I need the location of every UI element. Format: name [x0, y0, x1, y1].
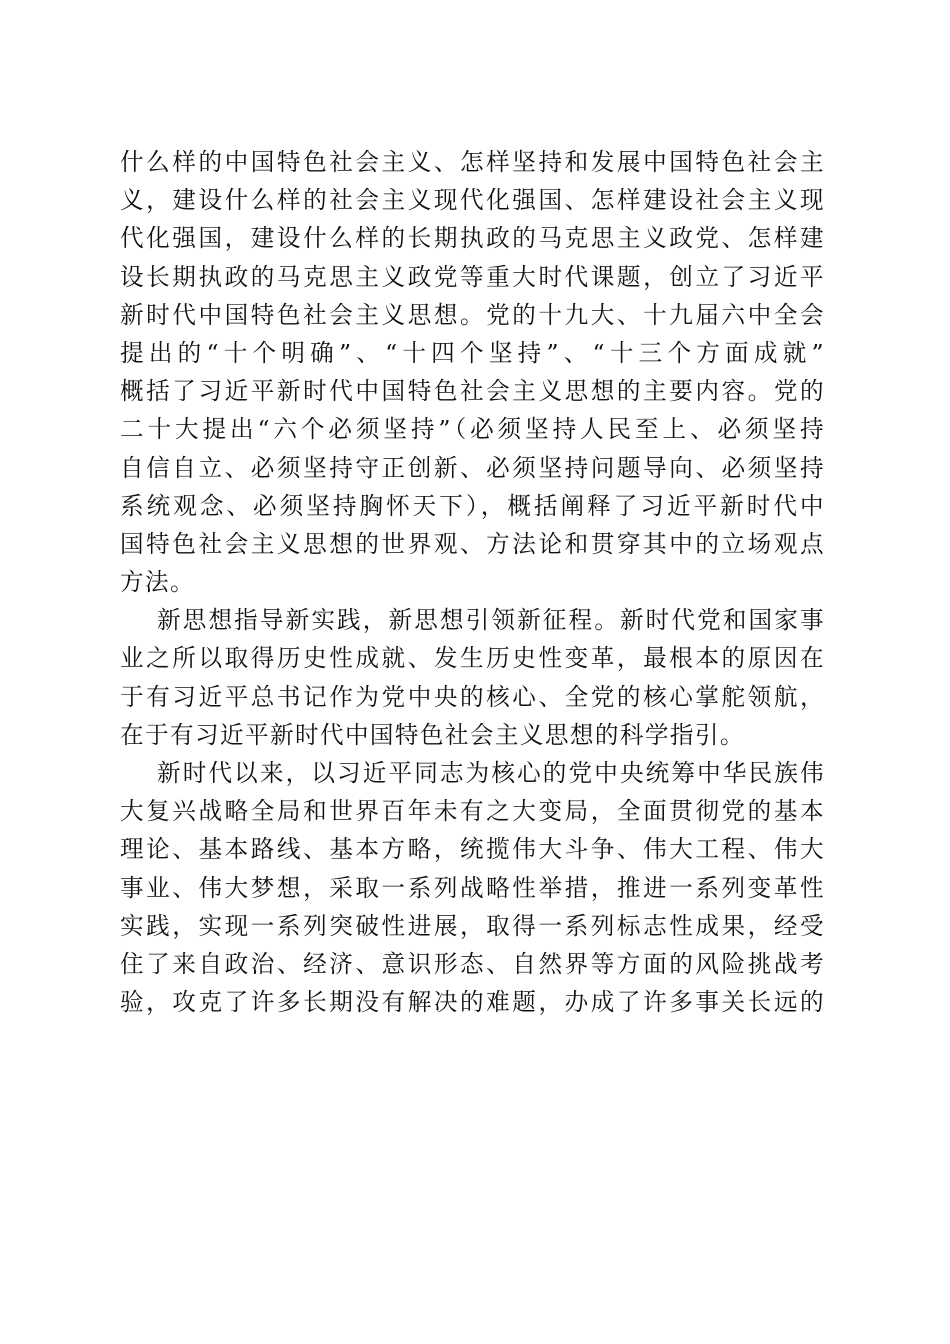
text-line: 概括了习近平新时代中国特色社会主义思想的主要内容。党的: [120, 377, 825, 406]
text-line: 理论、基本路线、基本方略，统揽伟大斗争、伟大工程、伟大: [120, 835, 825, 864]
text-line: 代化强国，建设什么样的长期执政的马克思主义政党、怎样建: [120, 224, 825, 253]
text-line: 国特色社会主义思想的世界观、方法论和贯穿其中的立场观点: [120, 529, 825, 558]
text-line: 验，攻克了许多长期没有解决的难题，办成了许多事关长远的: [120, 988, 825, 1017]
text-line: 新思想指导新实践，新思想引领新征程。新时代党和国家事: [157, 606, 825, 635]
text-line: 自信自立、必须坚持守正创新、必须坚持问题导向、必须坚持: [120, 453, 825, 482]
text-line: 实践，实现一系列突破性进展，取得一系列标志性成果，经受: [120, 911, 825, 940]
text-line: 系统观念、必须坚持胸怀天下），概括阐释了习近平新时代中: [120, 491, 825, 520]
text-line: 事业、伟大梦想，采取一系列战略性举措，推进一系列变革性: [120, 873, 825, 902]
paragraph-2: [120, 601, 825, 754]
text-line: 义，建设什么样的社会主义现代化强国、怎样建设社会主义现: [120, 186, 825, 215]
text-line: 二十大提出“六个必须坚持”（必须坚持人民至上、必须坚持: [120, 415, 825, 444]
text-line: 方法。: [120, 568, 195, 597]
body-text: [120, 143, 825, 1021]
text-line: 在于有习近平新时代中国特色社会主义思想的科学指引。: [120, 720, 745, 749]
text-line: 住了来自政治、经济、意识形态、自然界等方面的风险挑战考: [120, 949, 825, 978]
text-line: 新时代中国特色社会主义思想。党的十九大、十九届六中全会: [120, 300, 825, 329]
text-line: 大复兴战略全局和世界百年未有之大变局，全面贯彻党的基本: [120, 797, 825, 826]
text-line: 提出的“十个明确”、“十四个坚持”、“十三个方面成就”: [120, 338, 825, 367]
text-line: 于有习近平总书记作为党中央的核心、全党的核心掌舵领航，: [120, 682, 825, 711]
text-line: 新时代以来，以习近平同志为核心的党中央统筹中华民族伟: [157, 759, 825, 787]
paragraph-1: [120, 143, 825, 601]
paragraph-3: [120, 754, 825, 1021]
text-line: 什么样的中国特色社会主义、怎样坚持和发展中国特色社会主: [120, 148, 825, 176]
text-line: 设长期执政的马克思主义政党等重大时代课题，创立了习近平: [120, 262, 825, 291]
text-line: 业之所以取得历史性成就、发生历史性变革，最根本的原因在: [120, 644, 825, 673]
